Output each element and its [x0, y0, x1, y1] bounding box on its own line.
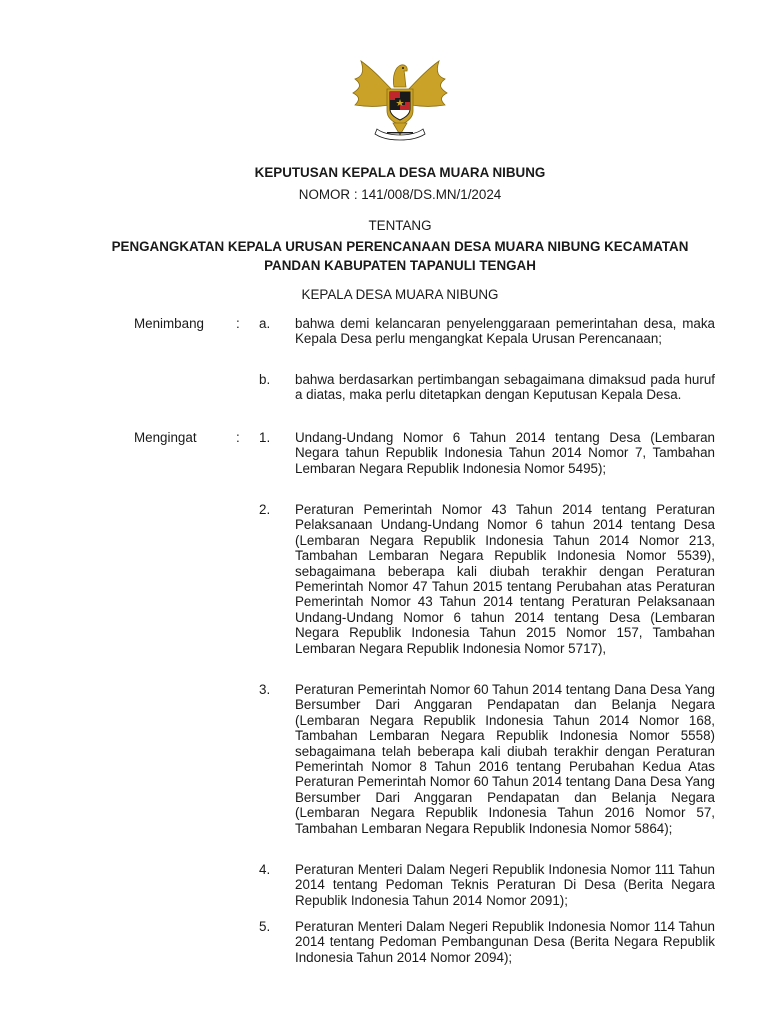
item-text: Peraturan Menteri Dalam Negeri Republik Indonesia Nomor 114 Tahun 2014 tentang Pedoman Pembangunan Desa (Berita Negara Republik Indonesia Tahun 2014 Nomor 2094); — [295, 919, 715, 965]
item-marker: 1. — [259, 430, 271, 445]
item-marker: 3. — [259, 682, 271, 697]
item-marker: 5. — [259, 919, 271, 934]
garuda-pancasila-emblem-icon — [347, 55, 453, 143]
item-text: bahwa berdasarkan pertimbangan sebagaimana dimaksud pada huruf a diatas, maka perlu ditetapkan dengan Keputusan Kepala Desa. — [295, 372, 715, 403]
item-text: bahwa demi kelancaran penyelenggaraan pemerintahan desa, maka Kepala Desa perlu mengangkat Kepala Urusan Perencanaan; — [295, 316, 715, 347]
document-subject-line: PANDAN KABUPATEN TAPANULI TENGAH — [264, 258, 536, 273]
item-text: Undang-Undang Nomor 6 Tahun 2014 tentang Desa (Lembaran Negara tahun Republik Indonesia Tahun 2014 Nomor 7, Tambahan Lembaran Negara Republik Indonesia Nomor 5495); — [295, 430, 715, 476]
document-number: NOMOR : 141/008/DS.MN/1/2024 — [298, 187, 502, 202]
menimbang-colon: : — [236, 316, 240, 331]
item-marker: a. — [259, 316, 271, 331]
document-tentang: TENTANG — [368, 218, 432, 233]
item-text: Peraturan Pemerintah Nomor 60 Tahun 2014 tentang Dana Desa Yang Bersumber Dari Anggaran Pendapatan dan Belanja Negara (Lembaran Negara Republik Indonesia Tahun 2014 Nomor 168, Tambahan Lembaran Negara Republik Indonesia Nomor 5558) sebagaimana telah beberapa kali diubah terakhir dengan Peraturan Pemerintah Nomor 8 Tahun 2016 tentang Perubahan Kedua Atas Peraturan Pemerintah Nomor 60 Tahun 2014 tentang Dana Desa Yang Bersumber Dari Anggaran Pendapatan dan Belanja Negara (Lembaran Negara Republik Indonesia Tahun 2016 Nomor 57, Tambahan Lembaran Negara Republik Indonesia Nomor 5864); — [295, 682, 715, 836]
document-issuer: KEPALA DESA MUARA NIBUNG — [301, 287, 499, 302]
item-marker: b. — [259, 372, 271, 387]
document-subject-line: PENGANGKATAN KEPALA URUSAN PERENCANAAN DESA MUARA NIBUNG KECAMATAN — [111, 239, 689, 254]
item-marker: 2. — [259, 502, 271, 517]
menimbang-label: Menimbang — [134, 316, 204, 331]
mengingat-label: Mengingat — [134, 430, 197, 445]
item-text: Peraturan Menteri Dalam Negeri Republik Indonesia Nomor 111 Tahun 2014 tentang Pedoman Teknis Peraturan Di Desa (Berita Negara Republik Indonesia Tahun 2014 Nomor 2091); — [295, 862, 715, 908]
document-title: KEPUTUSAN KEPALA DESA MUARA NIBUNG — [254, 165, 546, 180]
item-text: Peraturan Pemerintah Nomor 43 Tahun 2014 tentang Peraturan Pelaksanaan Undang-Undang Nomor 6 tahun 2014 tentang Desa (Lembaran Negara Republik Indonesia Tahun 2014 Nomor 213, Tambahan Lembaran Negara Republik Indonesia Nomor 5539), sebagaimana beberapa kali diubah terakhir dengan Peraturan Pemerintah Nomor 47 Tahun 2015 tentang Perubahan atas Peraturan Pemerintah Nomor 43 Tahun 2014 tentang Peraturan Pelaksanaan Undang-Undang Nomor 6 tahun 2014 tentang Desa (Lembaran Negara Republik Indonesia Tahun 2015 Nomor 157, Tambahan Lembaran Negara Republik Indonesia Nomor 5717), — [295, 502, 715, 656]
document-subject — [0, 237, 768, 275]
mengingat-colon: : — [236, 430, 240, 445]
item-marker: 4. — [259, 862, 271, 877]
